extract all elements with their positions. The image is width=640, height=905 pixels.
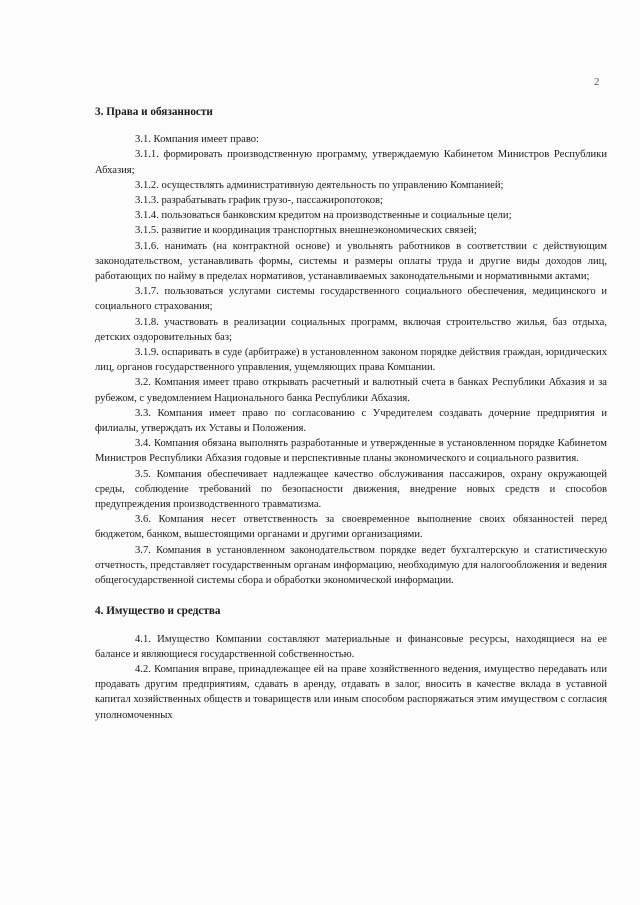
paragraph-4-2: 4.2. Компания вправе, принадлежащее ей на праве хозяйственного ведения, имущество передавать или продавать другим предприятиям, сдавать в аренду, отдавать в залог, вносить в качестве вклада в уставной капитал хозяйственных обществ и товариществ или иным способом распоряжаться этим имуществом с согласия уполномоченных	[95, 663, 607, 721]
paragraph-3-2: 3.2. Компания имеет право открывать расчетный и валютный счета в банках Республики Абхазия и за рубежом, с уведомлением Национального банка Республики Абхазия.	[95, 377, 607, 404]
paragraph-3-1-6: 3.1.6. нанимать (на контрактной основе) и увольнять работников в соответствии с действующим законодательством, устанавливать формы, системы и размеры оплаты труда и другие виды доходов лиц, работающих по найму в пределах нормативов, устанавливаемых законодательными и нормативными актами;	[95, 240, 607, 283]
paragraph-4-1: 4.1. Имущество Компании составляют материальные и финансовые ресурсы, находящиеся на ее балансе и являющиеся государственной собственностью.	[95, 633, 607, 660]
paragraph-3-1-4: 3.1.4. пользоваться банковским кредитом на производственные и социальные цели;	[135, 210, 512, 222]
document-body	[95, 105, 607, 723]
paragraph-3-1: 3.1. Компания имеет право:	[135, 134, 260, 146]
paragraph-3-1-3: 3.1.3. разрабатывать график грузо-, пассажиропотоков;	[135, 195, 384, 207]
paragraph-3-1-1: 3.1.1. формировать производственную программу, утверждаемую Кабинетом Министров Республики Абхазия;	[95, 149, 607, 176]
paragraph-3-5: 3.5. Компания обеспечивает надлежащее качество обслуживания пассажиров, охрану окружающей среды, соблюдение требований по безопасности движения, внедрение новых средств и способов предупреждения производственного травматизма.	[95, 468, 607, 511]
paragraph-3-7: 3.7. Компания в установленном законодательством порядке ведет бухгалтерскую и статистическую отчетность, представляет государственным органам информацию, необходимую для налогообложения и ведения общегосударственной системы сбора и обработки экономической информации.	[95, 544, 607, 587]
paragraph-3-1-5: 3.1.5. развитие и координация транспортных внешнеэкономических связей;	[135, 225, 477, 237]
section-heading-rights: 3. Права и обязанности	[95, 106, 213, 118]
page-number: 2	[594, 76, 600, 88]
paragraph-3-3: 3.3. Компания имеет право по согласованию с Учредителем создавать дочерние предприятия и филиалы, утверждать их Уставы и Положения.	[95, 407, 607, 435]
paragraph-3-1-9: 3.1.9. оспаривать в суде (арбитраже) в установленном законом порядке действия граждан, юридических лиц, органов государственного управления, ущемляющих права Компании.	[95, 347, 607, 374]
paragraph-3-4: 3.4. Компания обязана выполнять разработанные и утвержденные в установленном порядке Кабинетом Министров Республики Абхазия годовые и перспективные планы экономического и социального развития.	[95, 438, 607, 465]
paragraph-3-6: 3.6. Компания несет ответственность за своевременное выполнение своих обязанностей перед бюджетом, банком, вышестоящими органами и другими организациями.	[95, 514, 607, 541]
section-heading-property: 4. Имущество и средства	[95, 605, 221, 618]
paragraph-3-1-8: 3.1.8. участвовать в реализации социальных программ, включая строительство жилья, баз отдыха, детских оздоровительных баз;	[95, 316, 607, 343]
paragraph-3-1-2: 3.1.2. осуществлять административную деятельность по управлению Компанией;	[135, 179, 504, 191]
paragraph-3-1-7: 3.1.7. пользоваться услугами системы государственного социального обеспечения, медицинского и социального страхования;	[95, 286, 607, 313]
